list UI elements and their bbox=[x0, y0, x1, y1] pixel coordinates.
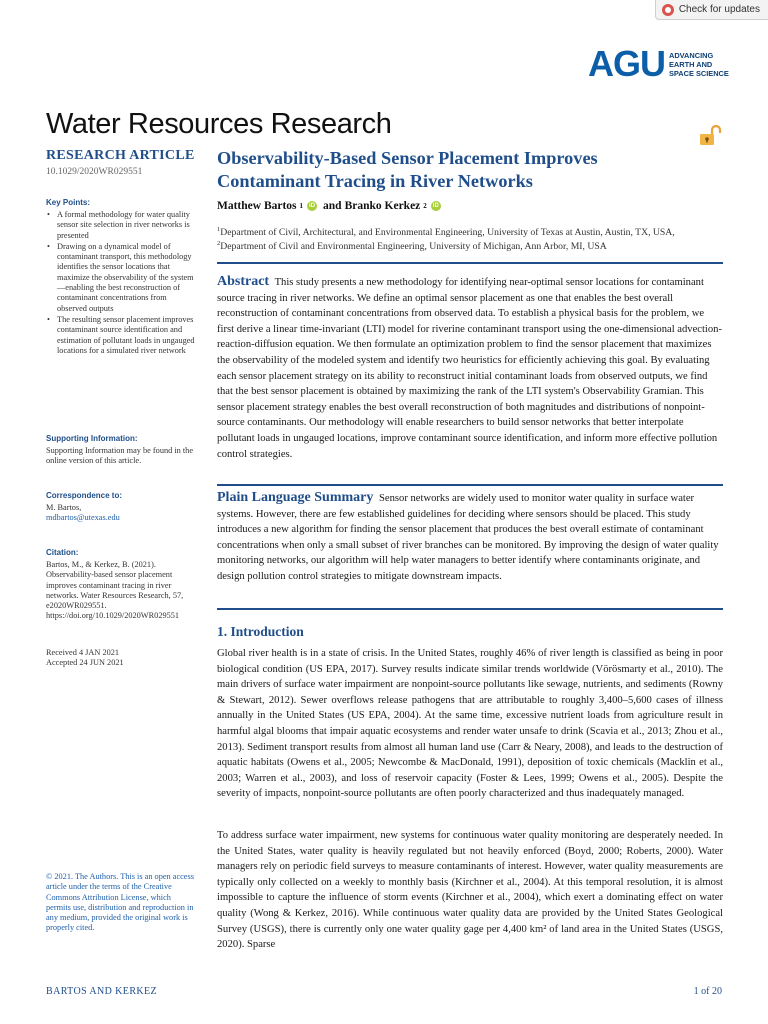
plain-summary-text: Sensor networks are widely used to monitor water quality in surface water systems. However, there are few established guidelines for deciding where sensors should be placed. This study introduces a new algorithm for finding the sensor placement that produces the best overall estimate of contaminant concentrations when only a small subset of river branches can be monitored. By improving the design of water quality monitoring networks, our algorithm will help water managers to better identify where contaminants originate, and design pollution control strategies to mitigate downstream impacts. bbox=[217, 493, 719, 582]
supporting-heading: Supporting Information: bbox=[46, 434, 138, 443]
section-rule bbox=[217, 262, 723, 264]
supporting-text: Supporting Information may be found in the online version of this article. bbox=[46, 446, 194, 466]
affiliation-sup: 2 bbox=[217, 240, 221, 247]
agu-logo bbox=[588, 43, 729, 84]
citation-heading: Citation: bbox=[46, 548, 79, 557]
correspondence-name: M. Bartos, bbox=[46, 503, 82, 512]
affiliation-sup: 1 bbox=[217, 226, 221, 233]
correspondence-email-link[interactable]: mdbartos@utexas.edu bbox=[46, 513, 120, 523]
citation bbox=[46, 548, 196, 622]
section-rule bbox=[217, 484, 723, 486]
affiliation-text: Department of Civil, Architectural, and Environmental Engineering, University of Texas at Austin, Austin, TX, USA, bbox=[220, 227, 675, 239]
orcid-icon[interactable]: iD bbox=[309, 203, 316, 209]
check-updates-icon bbox=[662, 4, 674, 16]
abstract-text: This study presents a new methodology for identifying near-optimal sensor locations for contaminant source tracing in river networks. We define an optimal sensor placement as one that enables the best overall reconstruction of contaminant concentrations from observed data. To establish a physical basis for the problem, we first derive a linear time-invariant (LTI) model for riverine contaminant transport using the one-dimensional advection-reaction-diffusion equation. We then formulate an optimization problem to find the sensor placement that maximizes the observability of the modeled system and identify two heuristics for efficiently achieving this goal. By evaluating each sensor placement strategy on its ability to reconstruct initial contaminant loads from observed outputs, we find that the best sensor placement is obtained by maximizing the rank of the LTI system's Observability Gramian. This sensor placement strategy enables the best overall reconstruction of both magnitudes and distributions of nonpoint-source contaminants. Our methodology will enable researchers to build sensor networks that better interpolate pollutant loads in ungauged locations, improve contaminant source identification, and inform more effective pollution control strategies. bbox=[217, 277, 722, 460]
author-name: Branko Kerkez bbox=[344, 200, 421, 212]
correspondence-heading: Correspondence to: bbox=[46, 491, 123, 500]
key-point-item: • Drawing on a dynamical model of contaminant transport, this methodology identifies the sensor locations that maximize the observability of the system—enabling the best reconstruction of contaminant concentrations from observed outputs bbox=[57, 242, 196, 314]
intro-paragraph-2: To address surface water impairment, new systems for continuous water quality monitoring are desperately needed. In the United States, water quality is heavily regulated but not heavily enforced (Boyd, 2000; Roberts, 2000). Water managers rely on periodic field surveys to measure contaminants of interest. However, water quality measurements are typically only collected on a weekly to monthly basis (Kirchner et al., 2004). At this temporal resolution, it is almost impossible to capture the influence of storm events (Kirchner et al., 2004), which exert a dominating effect on water quality (Wong & Kerkez, 2016). While continuous water quality data are provided by the United States Geological Survey (USGS), there is currently only one water quality gage per 4,400 km² of land area in the United States (USGS, 2020). Sparse bbox=[217, 830, 723, 951]
author-affil-sup: 1 bbox=[299, 202, 304, 210]
author-list bbox=[217, 200, 444, 212]
license-note bbox=[46, 872, 194, 934]
received-date: Received 4 JAN 2021 bbox=[46, 648, 120, 657]
affiliation bbox=[217, 240, 727, 252]
article-dates bbox=[46, 648, 196, 669]
abstract bbox=[217, 274, 723, 462]
supporting-information bbox=[46, 434, 196, 467]
author-name: Matthew Bartos bbox=[217, 200, 297, 212]
affiliation bbox=[217, 226, 727, 238]
article-doi: 10.1029/2020WR029551 bbox=[46, 167, 143, 177]
plain-summary-label: Plain Language Summary bbox=[217, 490, 374, 505]
key-points-heading: Key Points: bbox=[46, 198, 91, 207]
key-point-item: • A formal methodology for water quality sensor site selection in river networks is presented bbox=[57, 210, 196, 241]
affiliation-text: Department of Civil and Environmental Engineering, University of Michigan, Ann Arbor, MI, USA bbox=[220, 241, 607, 253]
abstract-label: Abstract bbox=[217, 274, 270, 289]
correspondence bbox=[46, 491, 196, 524]
journal-title: Water Resources Research bbox=[46, 108, 392, 140]
article-sidebar bbox=[46, 148, 196, 177]
key-points bbox=[46, 198, 196, 357]
section-rule bbox=[217, 608, 723, 610]
author-connector: and bbox=[323, 200, 342, 212]
agu-logo-text: AGU bbox=[588, 43, 665, 84]
check-for-updates-button[interactable] bbox=[655, 0, 768, 20]
license-text: © 2021. The Authors. This is an open access article under the terms of the Creative Commons Attribution License, which permits use, distribution and reproduction in any medium, provided the original work is properly cited. bbox=[46, 872, 194, 933]
citation-text: Bartos, M., & Kerkez, B. (2021). Observability-based sensor placement improves contaminant tracing in river networks. Water Resources Research, 57, e2020WR029551. https://doi.org/10.1029/2020WR029551 bbox=[46, 560, 184, 621]
intro-paragraph-1: Global river health is in a state of crisis. In the United States, roughly 46% of river length is classified as being in poor biological condition (US EPA, 2017). Survey results indicate similar trends worldwide (Vörösmarty et al., 2010). The main drivers of surface water impairment are nonpoint-source pollutants like sewage, nutrients, and sediments (Rowny & Stewart, 2012). Sewer overflows release pathogens that are attributable to roughly 3,400–5,600 cases of illness annually in the United States (US EPA, 2004). At the same time, excessive nutrient loads from agriculture result in harmful algal blooms that impair aquatic ecosystems and render water unsafe to drink (Scavia et al., 2013; Zhou et al., 2013). Sediment transport results from almost all human land use (Carr & Neary, 2008), and leads to the destruction of aquatic habitats (Owens et al., 2005; Newcombe & MacDonald, 1991), deposition of toxic chemicals (Macklin et al., 2003; Warren et al., 2003), and loss of reservoir capacity (Foster & Lees, 1999; Owens et al., 2005). Despite the severity of impacts, nonpoint-source pollutants are often poorly characterized and thus inadequately managed. bbox=[217, 648, 723, 800]
section-heading-introduction: 1. Introduction bbox=[217, 624, 304, 639]
open-access-lock-icon bbox=[698, 125, 724, 152]
accepted-date: Accepted 24 JUN 2021 bbox=[46, 658, 124, 668]
orcid-icon[interactable]: iD bbox=[432, 203, 439, 209]
page-number: 1 of 20 bbox=[693, 986, 722, 997]
running-footer-authors: BARTOS AND KERKEZ bbox=[46, 986, 158, 997]
article-title: Observability-Based Sensor Placement Improves Contaminant Tracing in River Networks bbox=[217, 148, 598, 191]
key-point-item: • The resulting sensor placement improves contaminant source identification and estimation of pollutant loads in ungauged locations for a simulated river network bbox=[57, 315, 196, 356]
agu-logo-line-3: SPACE SCIENCE bbox=[669, 68, 729, 78]
plain-language-summary bbox=[217, 490, 723, 585]
article-type: RESEARCH ARTICLE bbox=[46, 148, 195, 163]
author-affil-sup: 2 bbox=[423, 202, 427, 210]
agu-logo-line-2: EARTH AND bbox=[669, 59, 713, 69]
agu-logo-line-1: ADVANCING bbox=[669, 50, 714, 60]
check-updates-label: Check for updates bbox=[678, 4, 760, 15]
